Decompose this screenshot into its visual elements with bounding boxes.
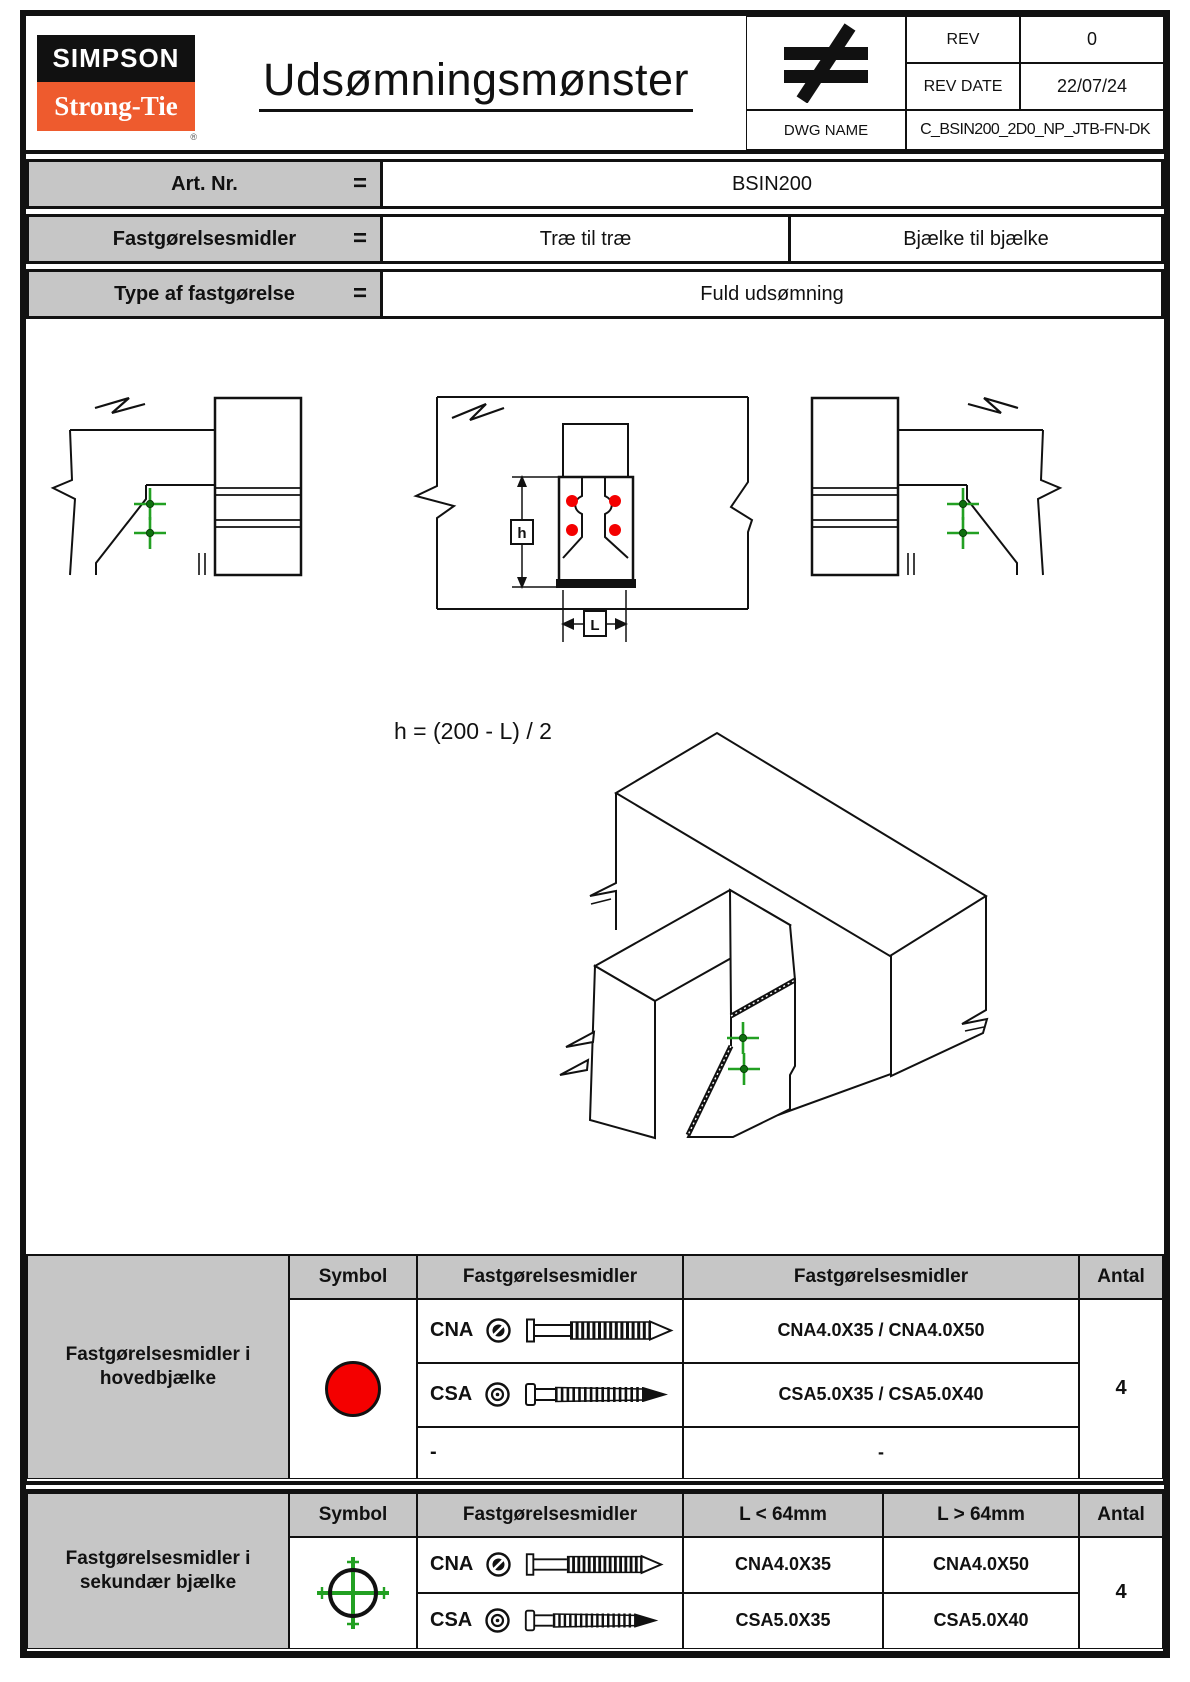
type-value: Fuld udsømning: [700, 282, 844, 305]
csa-head-icon: [484, 1607, 511, 1634]
secondary-cna-large: CNA4.0X50: [883, 1537, 1079, 1593]
col-l-large: L > 64mm: [883, 1493, 1079, 1537]
secondary-beam-antal: 4: [1079, 1537, 1163, 1649]
col-symbol: Symbol: [289, 1255, 417, 1299]
drawing-area: [26, 322, 1164, 1253]
front-view-center: [400, 374, 755, 656]
dim-h-label: h: [517, 525, 527, 543]
rev-date-label: REV DATE: [906, 63, 1020, 110]
main-beam-row-label: Fastgørelsesmidler i hovedbjælke: [27, 1255, 289, 1479]
csa-head-icon: [484, 1381, 511, 1408]
col-antal: Antal: [1079, 1493, 1163, 1537]
col-fastener: Fastgørelsesmidler: [417, 1255, 683, 1299]
title-block: [26, 16, 1164, 154]
cna-head-icon: [485, 1317, 512, 1344]
secondary-beam-row-label: Fastgørelsesmidler i sekundær bjælke: [27, 1493, 289, 1649]
main-beam-cna-value: CNA4.0X35 / CNA4.0X50: [683, 1299, 1079, 1363]
fastener-cell-csa: [417, 1363, 683, 1427]
fastener-cell-dash: -: [417, 1427, 683, 1479]
equals-sign: =: [352, 280, 367, 307]
cna-nail-icon: [524, 1551, 664, 1578]
fastener-cell-cna: [417, 1299, 683, 1363]
col-symbol: Symbol: [289, 1493, 417, 1537]
isometric-view: [528, 678, 1008, 1140]
cna-nail-icon: [524, 1317, 674, 1344]
fasteners-label: Fastgørelsesmidler: [112, 227, 297, 250]
dim-L-label: L: [590, 617, 600, 635]
secondary-csa-small: CSA5.0X35: [683, 1593, 883, 1649]
csa-screw-icon: [523, 1607, 663, 1634]
table-secondary-beam: [26, 1492, 1164, 1653]
secondary-cna-small: CNA4.0X35: [683, 1537, 883, 1593]
main-beam-antal: 4: [1079, 1299, 1163, 1479]
secondary-beam-symbol: [289, 1537, 417, 1649]
main-beam-dash-value: -: [683, 1427, 1079, 1479]
dwg-name-value: C_BSIN200_2D0_NP_JTB-FN-DK: [906, 110, 1164, 150]
fastener-marker-green: [134, 488, 166, 549]
secondary-csa-large: CSA5.0X40: [883, 1593, 1079, 1649]
logo: [26, 16, 206, 150]
fastener-cell-csa: [417, 1593, 683, 1649]
col-l-small: L < 64mm: [683, 1493, 883, 1537]
info-row-type: [26, 269, 1164, 319]
rev-value: 0: [1020, 16, 1164, 63]
fasteners-value-right: Bjælke til bjælke: [903, 227, 1049, 250]
side-view-left: [40, 382, 305, 578]
rev-date-value: 22/07/24: [1020, 63, 1164, 110]
rev-label: REV: [906, 16, 1020, 63]
cna-head-icon: [485, 1551, 512, 1578]
info-row-fasteners: [26, 214, 1164, 264]
fastener-cell-cna: [417, 1537, 683, 1593]
type-label: Type af fastgørelse: [114, 282, 295, 305]
table-separator: [26, 1482, 1164, 1492]
logo-strongtie: Strong-Tie: [37, 82, 195, 131]
artnr-value: BSIN200: [731, 172, 813, 195]
csa-screw-icon: [523, 1381, 673, 1408]
col-antal: Antal: [1079, 1255, 1163, 1299]
artnr-label: Art. Nr.: [171, 172, 238, 195]
fastener-code: CSA: [430, 1383, 473, 1406]
not-equal-icon: [746, 16, 906, 110]
main-beam-symbol: [289, 1299, 417, 1479]
dwg-name-label: DWG NAME: [746, 110, 906, 150]
fasteners-value-left: Træ til træ: [383, 217, 791, 261]
page-title: Udsømningsmønster: [206, 16, 746, 150]
registered-mark: ®: [190, 132, 197, 142]
equals-sign: =: [352, 225, 367, 252]
equals-sign: =: [352, 170, 367, 197]
fastener-code: CNA: [430, 1553, 474, 1575]
table-main-beam: [26, 1254, 1164, 1482]
side-view-right: [808, 382, 1073, 578]
col-fastener: Fastgørelsesmidler: [417, 1493, 683, 1537]
info-row-artnr: [26, 159, 1164, 209]
fastener-marker-green: [947, 488, 979, 549]
fastener-code: CNA: [430, 1319, 474, 1342]
green-crosshair-symbol-icon: [314, 1554, 392, 1632]
main-beam-csa-value: CSA5.0X35 / CSA5.0X40: [683, 1363, 1079, 1427]
height-formula: h = (200 - L) / 2: [394, 718, 552, 745]
sheet-frame: [20, 10, 1170, 1658]
fastener-code: CSA: [430, 1609, 473, 1631]
info-table: [26, 154, 1164, 322]
col-fastener2: Fastgørelsesmidler: [683, 1255, 1079, 1299]
logo-simpson: SIMPSON: [37, 35, 195, 82]
red-circle-symbol-icon: [325, 1361, 381, 1417]
